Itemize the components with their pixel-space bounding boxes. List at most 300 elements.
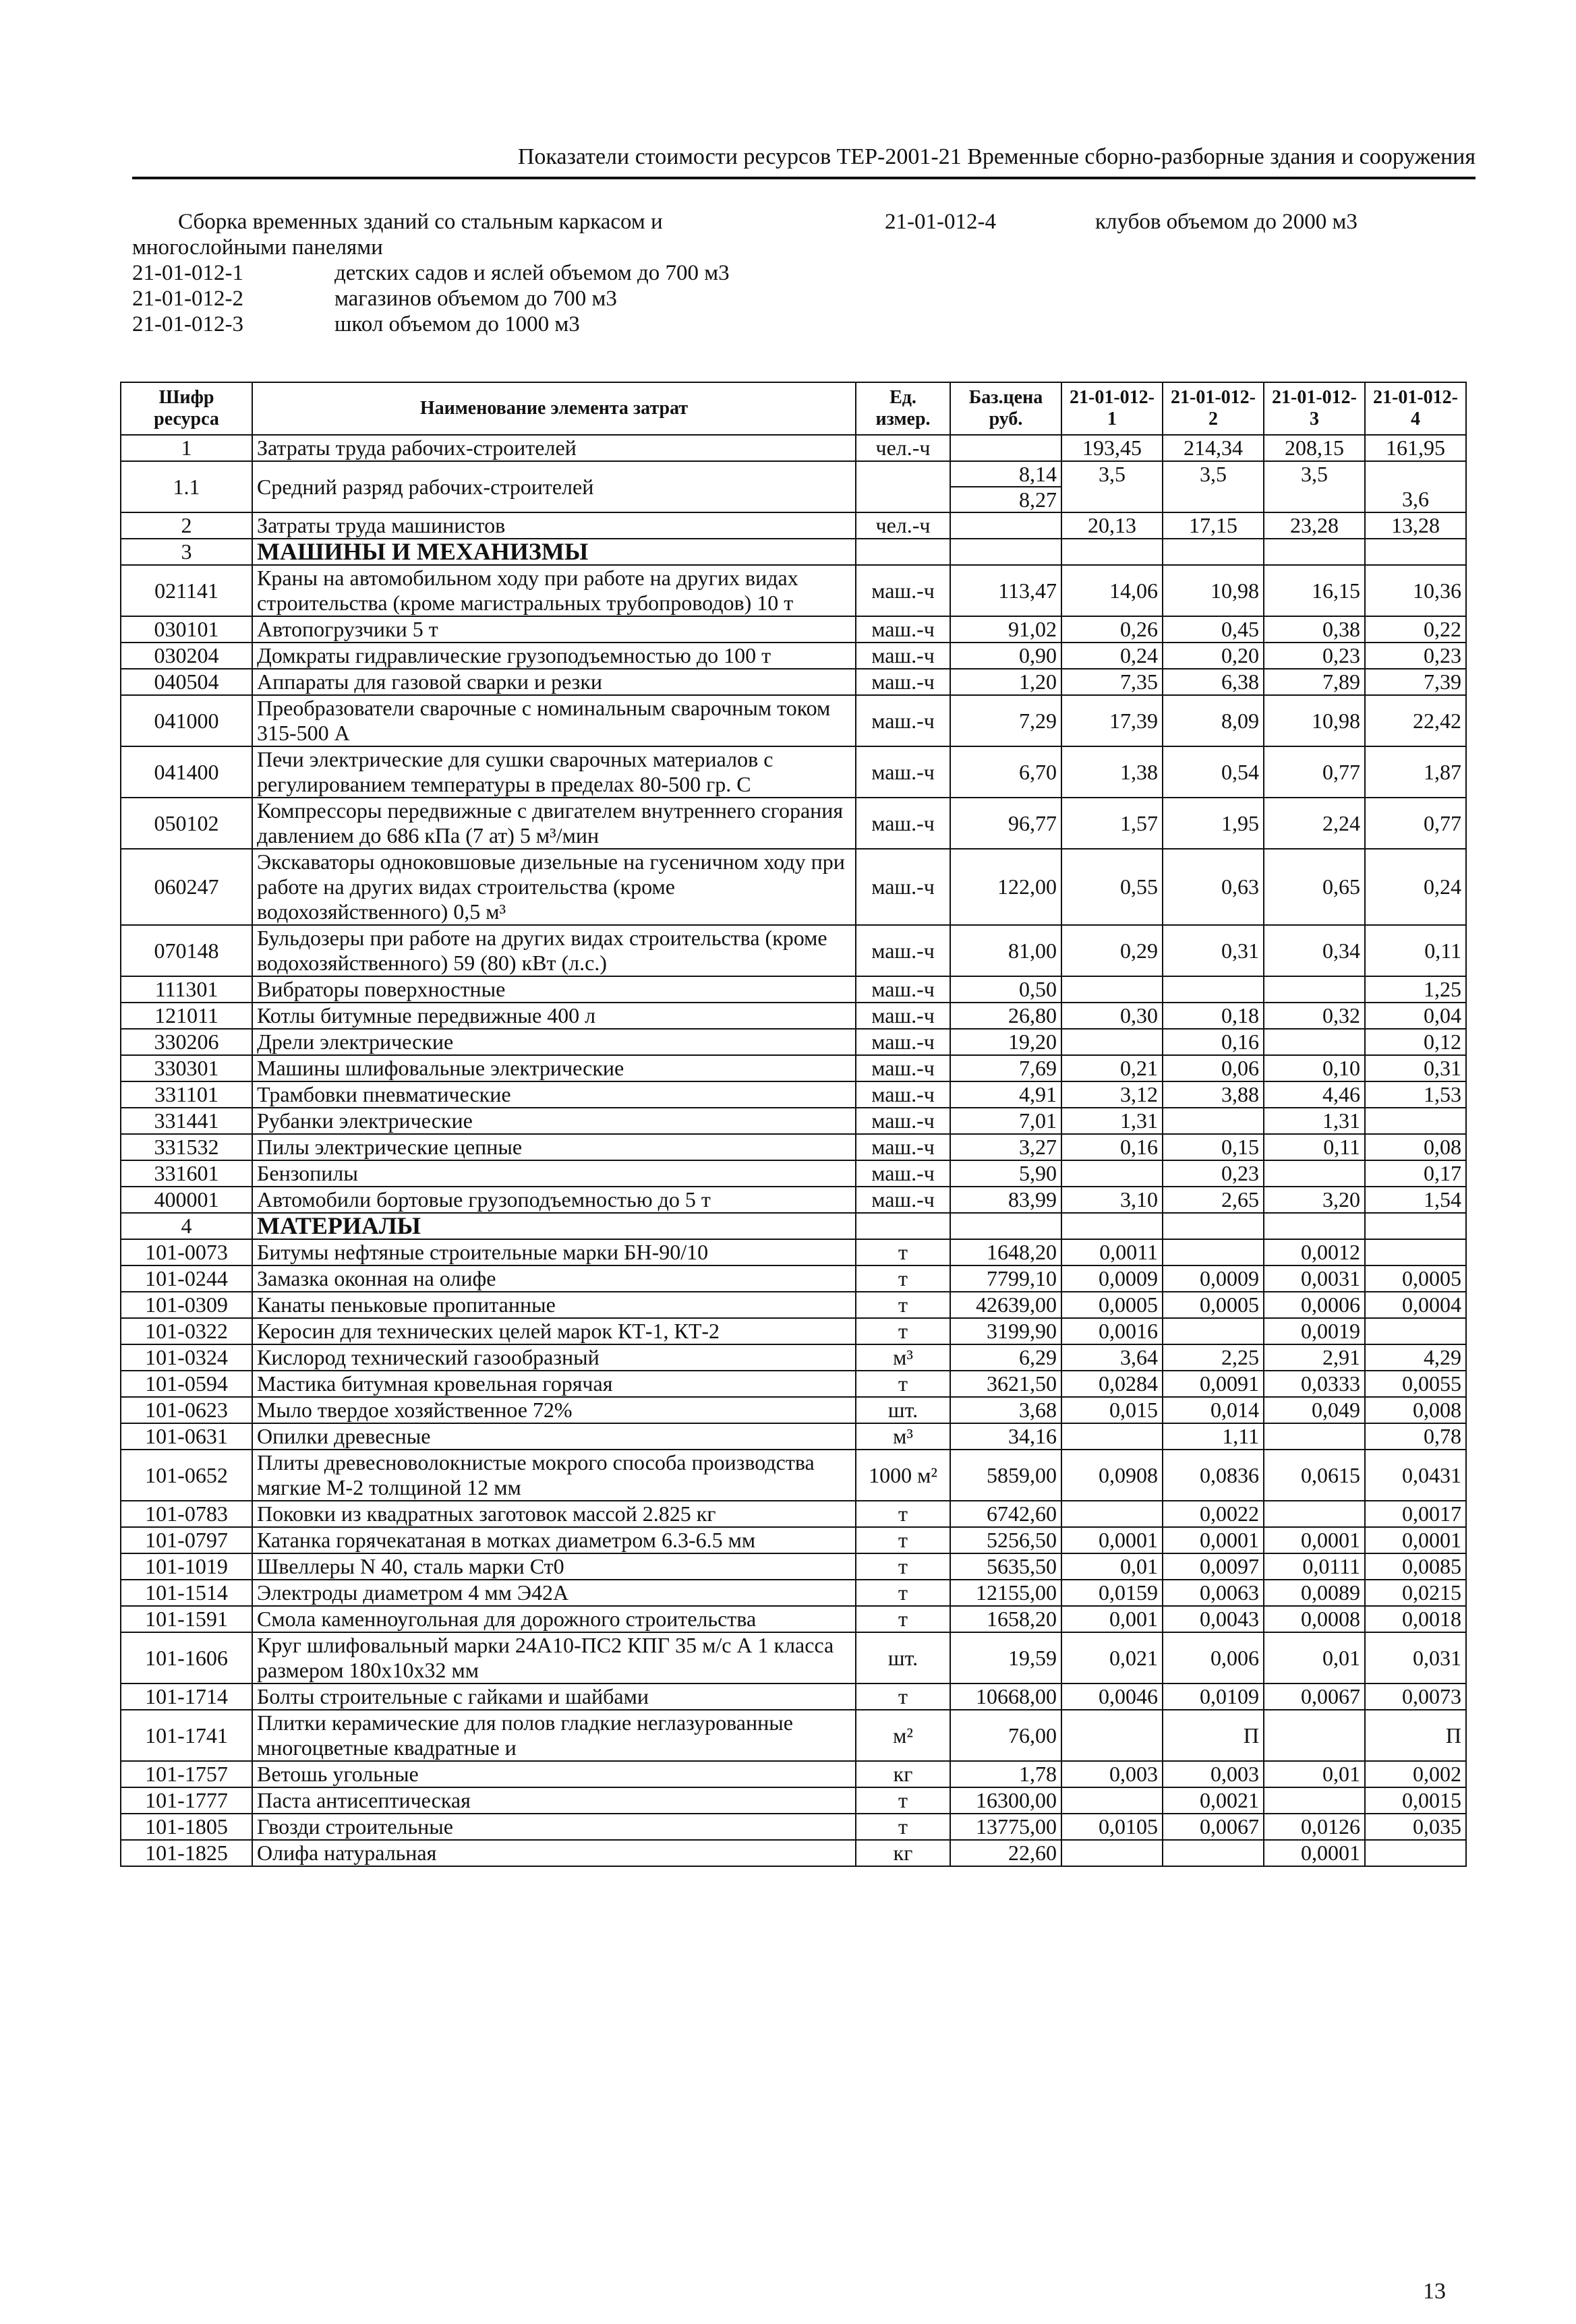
cell-code: 331441 bbox=[121, 1108, 252, 1134]
cell-value-4: 0,23 bbox=[1365, 643, 1466, 669]
cell-value-2: 0,0021 bbox=[1163, 1787, 1264, 1814]
cell-code: 1 bbox=[121, 435, 252, 461]
cell-name: Болты строительные с гайками и шайбами bbox=[252, 1684, 856, 1710]
cell-name: Смола каменноугольная для дорожного строительства bbox=[252, 1606, 856, 1632]
cell-value-2: 1,11 bbox=[1163, 1423, 1264, 1450]
cell-unit: чел.-ч bbox=[856, 435, 950, 461]
cell-value-2: 0,0091 bbox=[1163, 1371, 1264, 1397]
cell-unit bbox=[856, 1213, 950, 1239]
cell-value-4: 0,08 bbox=[1365, 1134, 1466, 1160]
cell-name: Электроды диаметром 4 мм Э42А bbox=[252, 1580, 856, 1606]
cell-value-1: 0,30 bbox=[1061, 1003, 1163, 1029]
cell-name: МАТЕРИАЛЫ bbox=[252, 1213, 856, 1239]
cell-value-3 bbox=[1264, 1423, 1365, 1450]
cell-price bbox=[950, 461, 1061, 512]
cell-value-4: 0,22 bbox=[1365, 616, 1466, 643]
cell-value-4: 0,17 bbox=[1365, 1160, 1466, 1187]
cell-unit: маш.-ч bbox=[856, 1187, 950, 1213]
cell-price: 91,02 bbox=[950, 616, 1061, 643]
table-row bbox=[121, 1606, 1466, 1632]
cell-unit: маш.-ч bbox=[856, 695, 950, 746]
cell-name: Дрели электрические bbox=[252, 1029, 856, 1055]
cell-name: Затраты труда машинистов bbox=[252, 512, 856, 539]
cell-unit: т bbox=[856, 1239, 950, 1265]
cell-value-4: 0,0004 bbox=[1365, 1292, 1466, 1318]
cell-value-4: 1,25 bbox=[1365, 976, 1466, 1003]
table-row bbox=[121, 1840, 1466, 1866]
cell-value-2: 17,15 bbox=[1163, 512, 1264, 539]
cell-value-4: 22,42 bbox=[1365, 695, 1466, 746]
cell-price: 22,60 bbox=[950, 1840, 1061, 1866]
cell-unit: маш.-ч bbox=[856, 1108, 950, 1134]
intro-item-text: клубов объемом до 2000 м3 bbox=[1095, 210, 1358, 234]
page-number: 13 bbox=[1423, 2279, 1446, 2304]
cell-unit: т bbox=[856, 1814, 950, 1840]
table-row bbox=[121, 1397, 1466, 1423]
cell-value-1: 0,0001 bbox=[1061, 1527, 1163, 1553]
cell-code: 101-0594 bbox=[121, 1371, 252, 1397]
intro-item-code: 21-01-012-3 bbox=[132, 312, 243, 336]
table-row bbox=[121, 746, 1466, 798]
intro-item bbox=[132, 260, 730, 286]
cell-price: 3,68 bbox=[950, 1397, 1061, 1423]
cell-price: 1,20 bbox=[950, 669, 1061, 695]
cell-value-2 bbox=[1163, 1108, 1264, 1134]
cell-value-4: 0,12 bbox=[1365, 1029, 1466, 1055]
cell-code: 1.1 bbox=[121, 461, 252, 512]
cell-value-1: 0,001 bbox=[1061, 1606, 1163, 1632]
cell-name: Круг шлифовальный марки 24А10-ПС2 КПГ 35 м/с А 1 класса размером 180x10x32 мм bbox=[252, 1632, 856, 1684]
cell-unit: м² bbox=[856, 1710, 950, 1761]
cell-value-3: 0,0126 bbox=[1264, 1814, 1365, 1840]
table-row bbox=[121, 695, 1466, 746]
intro-item-code: 21-01-012-1 bbox=[132, 261, 243, 285]
cell-price: 6,70 bbox=[950, 746, 1061, 798]
cell-name: Трамбовки пневматические bbox=[252, 1081, 856, 1108]
table-row bbox=[121, 1371, 1466, 1397]
cell-code: 331601 bbox=[121, 1160, 252, 1187]
cell-code: 021141 bbox=[121, 565, 252, 616]
cell-price: 19,59 bbox=[950, 1632, 1061, 1684]
cell-name: Мыло твердое хозяйственное 72% bbox=[252, 1397, 856, 1423]
cell-value-1 bbox=[1061, 1029, 1163, 1055]
table-row bbox=[121, 976, 1466, 1003]
cell-value-3: 0,10 bbox=[1264, 1055, 1365, 1081]
cell-unit: т bbox=[856, 1371, 950, 1397]
cell-price: 13775,00 bbox=[950, 1814, 1061, 1840]
cell-code: 101-1757 bbox=[121, 1761, 252, 1787]
cell-unit: чел.-ч bbox=[856, 512, 950, 539]
cell-code: 101-1777 bbox=[121, 1787, 252, 1814]
cell-value-1: 0,0011 bbox=[1061, 1239, 1163, 1265]
table-row bbox=[121, 1632, 1466, 1684]
cell-value-1: 0,01 bbox=[1061, 1553, 1163, 1580]
cell-value-4 bbox=[1365, 539, 1466, 565]
cell-price: 34,16 bbox=[950, 1423, 1061, 1450]
cell-name: Котлы битумные передвижные 400 л bbox=[252, 1003, 856, 1029]
table-row bbox=[121, 435, 1466, 461]
cell-unit: кг bbox=[856, 1761, 950, 1787]
cell-value-3: 7,89 bbox=[1264, 669, 1365, 695]
cell-value-1: 0,0046 bbox=[1061, 1684, 1163, 1710]
cell-price bbox=[950, 539, 1061, 565]
cell-value-4: 0,008 bbox=[1365, 1397, 1466, 1423]
cell-value-1 bbox=[1061, 1213, 1163, 1239]
cell-price: 5256,50 bbox=[950, 1527, 1061, 1553]
cell-value-4 bbox=[1365, 1840, 1466, 1866]
column-header-price: Баз.цена руб. bbox=[950, 382, 1061, 435]
cell-price: 6,29 bbox=[950, 1344, 1061, 1371]
cell-price bbox=[950, 1213, 1061, 1239]
cell-price: 7799,10 bbox=[950, 1265, 1061, 1292]
cell-code: 101-0631 bbox=[121, 1423, 252, 1450]
cell-name: Катанка горячекатаная в мотках диаметром 6.3-6.5 мм bbox=[252, 1527, 856, 1553]
cell-value-4: 0,78 bbox=[1365, 1423, 1466, 1450]
cell-code: 2 bbox=[121, 512, 252, 539]
cell-value-4: 0,24 bbox=[1365, 849, 1466, 925]
cell-value-1: 1,57 bbox=[1061, 798, 1163, 849]
cell-value-4: 0,04 bbox=[1365, 1003, 1466, 1029]
table-row bbox=[121, 1292, 1466, 1318]
cell-code: 101-1591 bbox=[121, 1606, 252, 1632]
cell-code: 030204 bbox=[121, 643, 252, 669]
cell-value-2: 0,45 bbox=[1163, 616, 1264, 643]
cell-price: 0,50 bbox=[950, 976, 1061, 1003]
cell-code: 101-0783 bbox=[121, 1501, 252, 1527]
table-row bbox=[121, 1553, 1466, 1580]
cell-value-1: 3,64 bbox=[1061, 1344, 1163, 1371]
cell-value-3: 0,0111 bbox=[1264, 1553, 1365, 1580]
cell-value-2: 0,0043 bbox=[1163, 1606, 1264, 1632]
cell-value-3: 0,0019 bbox=[1264, 1318, 1365, 1344]
cell-value-4: 1,87 bbox=[1365, 746, 1466, 798]
table-row bbox=[121, 925, 1466, 976]
cell-value-4: 0,31 bbox=[1365, 1055, 1466, 1081]
table-row bbox=[121, 565, 1466, 616]
cell-value-3: 0,77 bbox=[1264, 746, 1365, 798]
cell-code: 111301 bbox=[121, 976, 252, 1003]
header-rule bbox=[132, 177, 1476, 179]
cell-name: Опилки древесные bbox=[252, 1423, 856, 1450]
cell-name: Замазка оконная на олифе bbox=[252, 1265, 856, 1292]
cell-price: 81,00 bbox=[950, 925, 1061, 976]
cell-value-1 bbox=[1061, 1840, 1163, 1866]
column-header-c3: 21-01-012-3 bbox=[1264, 382, 1365, 435]
column-header-c4: 21-01-012-4 bbox=[1365, 382, 1466, 435]
table-row bbox=[121, 1450, 1466, 1501]
cell-unit: м³ bbox=[856, 1423, 950, 1450]
cell-value-2: 0,003 bbox=[1163, 1761, 1264, 1787]
cell-value-4: 0,0085 bbox=[1365, 1553, 1466, 1580]
table-row bbox=[121, 1265, 1466, 1292]
cell-unit: т bbox=[856, 1580, 950, 1606]
intro-item-text: магазинов объемом до 700 м3 bbox=[334, 287, 617, 311]
cell-code: 101-0322 bbox=[121, 1318, 252, 1344]
cell-value-4: 3,6 bbox=[1365, 461, 1466, 512]
cell-value-3: 3,5 bbox=[1264, 461, 1365, 512]
cell-value-4: 0,0215 bbox=[1365, 1580, 1466, 1606]
cell-value-4: 0,77 bbox=[1365, 798, 1466, 849]
cell-value-4: 0,0001 bbox=[1365, 1527, 1466, 1553]
cell-value-1: 0,0016 bbox=[1061, 1318, 1163, 1344]
cell-value-2: 0,0109 bbox=[1163, 1684, 1264, 1710]
cell-value-1: 0,0284 bbox=[1061, 1371, 1163, 1397]
cell-value-3: 0,0012 bbox=[1264, 1239, 1365, 1265]
cell-unit: маш.-ч bbox=[856, 1134, 950, 1160]
table-header-row bbox=[121, 382, 1466, 435]
cell-value-2: 0,0001 bbox=[1163, 1527, 1264, 1553]
cell-value-4: 0,035 bbox=[1365, 1814, 1466, 1840]
cell-unit: маш.-ч bbox=[856, 643, 950, 669]
cell-unit: маш.-ч bbox=[856, 849, 950, 925]
cell-name: Швеллеры N 40, сталь марки Ст0 bbox=[252, 1553, 856, 1580]
cell-value-3: 0,049 bbox=[1264, 1397, 1365, 1423]
cell-unit: т bbox=[856, 1606, 950, 1632]
cell-value-4 bbox=[1365, 1213, 1466, 1239]
cell-value-3: 0,0067 bbox=[1264, 1684, 1365, 1710]
cell-value-2: 0,0836 bbox=[1163, 1450, 1264, 1501]
cell-price: 5,90 bbox=[950, 1160, 1061, 1187]
cell-value-1: 0,55 bbox=[1061, 849, 1163, 925]
cell-value-3: 2,91 bbox=[1264, 1344, 1365, 1371]
cell-value-2: 0,0005 bbox=[1163, 1292, 1264, 1318]
cell-code: 101-1805 bbox=[121, 1814, 252, 1840]
cell-code: 101-0797 bbox=[121, 1527, 252, 1553]
cell-value-1: 0,003 bbox=[1061, 1761, 1163, 1787]
cell-name: Пилы электрические цепные bbox=[252, 1134, 856, 1160]
table-row bbox=[121, 1239, 1466, 1265]
cell-value-1 bbox=[1061, 1160, 1163, 1187]
cell-value-2: 3,88 bbox=[1163, 1081, 1264, 1108]
cell-price: 3621,50 bbox=[950, 1371, 1061, 1397]
table-row bbox=[121, 1684, 1466, 1710]
table-row bbox=[121, 1134, 1466, 1160]
cell-value-1: 3,12 bbox=[1061, 1081, 1163, 1108]
table-row bbox=[121, 1580, 1466, 1606]
cell-value-3: 2,24 bbox=[1264, 798, 1365, 849]
cell-name: Кислород технический газообразный bbox=[252, 1344, 856, 1371]
column-header-name: Наименование элемента затрат bbox=[252, 382, 856, 435]
cell-price: 7,69 bbox=[950, 1055, 1061, 1081]
cell-value-1: 0,0159 bbox=[1061, 1580, 1163, 1606]
cell-value-2: 0,54 bbox=[1163, 746, 1264, 798]
cell-value-3: 0,0001 bbox=[1264, 1840, 1365, 1866]
cell-code: 041000 bbox=[121, 695, 252, 746]
cell-price: 96,77 bbox=[950, 798, 1061, 849]
cell-value-3: 0,0006 bbox=[1264, 1292, 1365, 1318]
cell-name: Преобразователи сварочные с номинальным сварочным током 315-500 А bbox=[252, 695, 856, 746]
table-row bbox=[121, 798, 1466, 849]
cell-price-bottom: 8,27 bbox=[1019, 487, 1057, 512]
cell-code: 101-0244 bbox=[121, 1265, 252, 1292]
cell-value-3 bbox=[1264, 1501, 1365, 1527]
cell-unit: маш.-ч bbox=[856, 1029, 950, 1055]
cell-unit: т bbox=[856, 1553, 950, 1580]
cell-value-2: 0,15 bbox=[1163, 1134, 1264, 1160]
cell-value-4: 0,0073 bbox=[1365, 1684, 1466, 1710]
cell-value-3 bbox=[1264, 539, 1365, 565]
cell-value-4: 0,0017 bbox=[1365, 1501, 1466, 1527]
cell-code: 101-0073 bbox=[121, 1239, 252, 1265]
cell-value-3 bbox=[1264, 1213, 1365, 1239]
cell-value-3 bbox=[1264, 1787, 1365, 1814]
table-row bbox=[121, 1003, 1466, 1029]
cell-name: Рубанки электрические bbox=[252, 1108, 856, 1134]
cell-value-1: 14,06 bbox=[1061, 565, 1163, 616]
cell-price: 10668,00 bbox=[950, 1684, 1061, 1710]
cell-value-2: 0,16 bbox=[1163, 1029, 1264, 1055]
cell-value-3: 0,0333 bbox=[1264, 1371, 1365, 1397]
cell-unit: маш.-ч bbox=[856, 669, 950, 695]
cell-name: Поковки из квадратных заготовок массой 2.825 кг bbox=[252, 1501, 856, 1527]
cell-value-1: 0,0005 bbox=[1061, 1292, 1163, 1318]
cell-value-1: 0,015 bbox=[1061, 1397, 1163, 1423]
cell-value-1: 20,13 bbox=[1061, 512, 1163, 539]
resources-table bbox=[120, 382, 1467, 1867]
cell-value-3: 0,23 bbox=[1264, 643, 1365, 669]
table-row bbox=[121, 1081, 1466, 1108]
cell-value-2: 0,0063 bbox=[1163, 1580, 1264, 1606]
cell-name: Средний разряд рабочих-строителей bbox=[252, 461, 856, 512]
cell-value-4 bbox=[1365, 1239, 1466, 1265]
cell-name: Машины шлифовальные электрические bbox=[252, 1055, 856, 1081]
table-body bbox=[121, 435, 1466, 1866]
cell-value-4: 0,0015 bbox=[1365, 1787, 1466, 1814]
cell-value-4: 0,0055 bbox=[1365, 1371, 1466, 1397]
cell-code: 070148 bbox=[121, 925, 252, 976]
table-row bbox=[121, 1501, 1466, 1527]
intro-item bbox=[132, 286, 730, 311]
cell-value-3: 208,15 bbox=[1264, 435, 1365, 461]
cell-code: 4 bbox=[121, 1213, 252, 1239]
cell-price: 83,99 bbox=[950, 1187, 1061, 1213]
cell-value-1 bbox=[1061, 1710, 1163, 1761]
cell-code: 101-1514 bbox=[121, 1580, 252, 1606]
cell-value-1: 0,24 bbox=[1061, 643, 1163, 669]
cell-value-2: 2,25 bbox=[1163, 1344, 1264, 1371]
table-row bbox=[121, 1160, 1466, 1187]
cell-price bbox=[950, 435, 1061, 461]
cell-unit: т bbox=[856, 1684, 950, 1710]
cell-value-1: 3,5 bbox=[1061, 461, 1163, 512]
cell-value-3 bbox=[1264, 976, 1365, 1003]
cell-price: 7,29 bbox=[950, 695, 1061, 746]
cell-value-4: 7,39 bbox=[1365, 669, 1466, 695]
cell-value-1: 0,021 bbox=[1061, 1632, 1163, 1684]
cell-value-2: 0,0097 bbox=[1163, 1553, 1264, 1580]
cell-value-2: 0,006 bbox=[1163, 1632, 1264, 1684]
cell-value-1 bbox=[1061, 976, 1163, 1003]
cell-value-1 bbox=[1061, 539, 1163, 565]
cell-value-4: 1,53 bbox=[1365, 1081, 1466, 1108]
cell-value-3: 1,31 bbox=[1264, 1108, 1365, 1134]
cell-name: Вибраторы поверхностные bbox=[252, 976, 856, 1003]
cell-value-3: 0,65 bbox=[1264, 849, 1365, 925]
table-row bbox=[121, 669, 1466, 695]
cell-price: 76,00 bbox=[950, 1710, 1061, 1761]
cell-price: 16300,00 bbox=[950, 1787, 1061, 1814]
table-row bbox=[121, 643, 1466, 669]
cell-value-2: 0,31 bbox=[1163, 925, 1264, 976]
table-row bbox=[121, 539, 1466, 565]
table-row bbox=[121, 616, 1466, 643]
cell-name: Печи электрические для сушки сварочных материалов с регулированием температуры в пределах 80-500 гр. С bbox=[252, 746, 856, 798]
cell-value-1 bbox=[1061, 1787, 1163, 1814]
cell-name: Плиты древесноволокнистые мокрого способа производства мягкие М-2 толщиной 12 мм bbox=[252, 1450, 856, 1501]
intro-item-code: 21-01-012-2 bbox=[132, 287, 243, 311]
cell-value-2: 1,95 bbox=[1163, 798, 1264, 849]
cell-value-2: 0,63 bbox=[1163, 849, 1264, 925]
cell-unit: маш.-ч bbox=[856, 798, 950, 849]
cell-value-3 bbox=[1264, 1029, 1365, 1055]
cell-value-1: 0,0009 bbox=[1061, 1265, 1163, 1292]
cell-value-1 bbox=[1061, 1423, 1163, 1450]
cell-price: 19,20 bbox=[950, 1029, 1061, 1055]
cell-code: 050102 bbox=[121, 798, 252, 849]
cell-value-1: 3,10 bbox=[1061, 1187, 1163, 1213]
cell-value-4: 161,95 bbox=[1365, 435, 1466, 461]
cell-value-3: 10,98 bbox=[1264, 695, 1365, 746]
cell-price: 42639,00 bbox=[950, 1292, 1061, 1318]
table-row bbox=[121, 1527, 1466, 1553]
cell-unit: шт. bbox=[856, 1632, 950, 1684]
cell-name: Ветошь угольные bbox=[252, 1761, 856, 1787]
cell-code: 101-0309 bbox=[121, 1292, 252, 1318]
intro-title-line-2: многослойными панелями bbox=[132, 235, 383, 260]
intro-item-code: 21-01-012-4 bbox=[885, 210, 996, 234]
cell-name: Компрессоры передвижные с двигателем внутреннего сгорания давлением до 686 кПа (7 ат) 5 м³/мин bbox=[252, 798, 856, 849]
cell-price: 7,01 bbox=[950, 1108, 1061, 1134]
cell-code: 101-0324 bbox=[121, 1344, 252, 1371]
cell-code: 330301 bbox=[121, 1055, 252, 1081]
cell-code: 101-0652 bbox=[121, 1450, 252, 1501]
cell-value-2 bbox=[1163, 1840, 1264, 1866]
cell-price: 0,90 bbox=[950, 643, 1061, 669]
cell-code: 331101 bbox=[121, 1081, 252, 1108]
cell-code: 101-1825 bbox=[121, 1840, 252, 1866]
cell-value-4: 1,54 bbox=[1365, 1187, 1466, 1213]
cell-code: 030101 bbox=[121, 616, 252, 643]
cell-value-4: 0,0431 bbox=[1365, 1450, 1466, 1501]
intro-item-text: детских садов и яслей объемом до 700 м3 bbox=[334, 261, 730, 285]
cell-value-1: 0,16 bbox=[1061, 1134, 1163, 1160]
cell-value-2: 3,5 bbox=[1163, 461, 1264, 512]
table-row bbox=[121, 1213, 1466, 1239]
cell-value-4 bbox=[1365, 1108, 1466, 1134]
cell-value-2: 214,34 bbox=[1163, 435, 1264, 461]
table-row bbox=[121, 512, 1466, 539]
intro-right-item bbox=[885, 209, 1358, 235]
cell-value-4: 4,29 bbox=[1365, 1344, 1466, 1371]
cell-value-3: 0,34 bbox=[1264, 925, 1365, 976]
cell-value-4: 0,002 bbox=[1365, 1761, 1466, 1787]
cell-value-2: 0,18 bbox=[1163, 1003, 1264, 1029]
cell-value-1: 1,31 bbox=[1061, 1108, 1163, 1134]
cell-name: Бензопилы bbox=[252, 1160, 856, 1187]
cell-price: 4,91 bbox=[950, 1081, 1061, 1108]
cell-value-1: 17,39 bbox=[1061, 695, 1163, 746]
cell-value-2: 2,65 bbox=[1163, 1187, 1264, 1213]
cell-unit: т bbox=[856, 1292, 950, 1318]
page-header: Показатели стоимости ресурсов ТЕР-2001-21 Временные сборно-разборные здания и сооружения bbox=[517, 144, 1476, 169]
cell-value-4: 0,0005 bbox=[1365, 1265, 1466, 1292]
cell-value-2: 0,0022 bbox=[1163, 1501, 1264, 1527]
table-row bbox=[121, 1710, 1466, 1761]
cell-unit: маш.-ч bbox=[856, 1055, 950, 1081]
cell-value-3: 0,01 bbox=[1264, 1761, 1365, 1787]
cell-unit: маш.-ч bbox=[856, 1081, 950, 1108]
cell-code: 101-1714 bbox=[121, 1684, 252, 1710]
